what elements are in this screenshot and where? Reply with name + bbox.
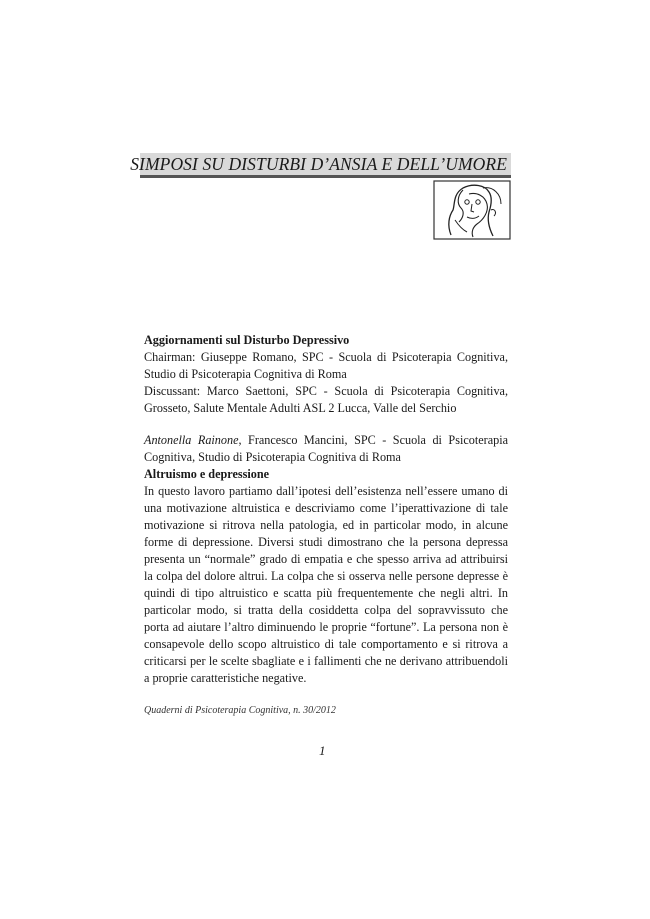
paper-title: Altruismo e depressione [144, 467, 270, 481]
presenting-author: Antonella Rainone [144, 433, 239, 447]
journal-reference: Quaderni di Psicoterapia Cognitiva, n. 30/2012 [144, 705, 336, 716]
paper-entry [144, 432, 508, 687]
face-profile-sketch-icon [433, 180, 511, 240]
discussant: Discussant: Marco Saettoni, SPC - Scuola di Psicoterapia Cognitiva, Grosseto, Salute Mentale Adulti ASL 2 Lucca, Valle del Serchio [144, 384, 508, 415]
co-authors-affiliation: , Francesco Mancini, SPC - Scuola di Psicoterapia Cognitiva, Studio di Psicoterapia Cognitiva di Roma [144, 433, 508, 464]
page-number: 1 [319, 743, 326, 758]
symposium-title: Aggiornamenti sul Disturbo Depressivo [144, 333, 350, 347]
chairman: Chairman: Giuseppe Romano, SPC - Scuola di Psicoterapia Cognitiva, Studio di Psicoterapia Cognitiva di Roma [144, 350, 508, 381]
paper-abstract: In questo lavoro partiamo dall’ipotesi dell’esistenza nell’essere umano di una motivazione altruistica e descriviamo come l’iperattivazione di tale motivazione si ritrova nella patologia, ed in particolar modo, in alcune forme di depressione. Diversi studi dimostrano che la persona depressa presenta un “normale” grado di empatia e che spesso arriva ad attribuirsi la colpa del dolore altrui. La colpa che si osserva nelle persone depresse è quindi di tipo altruistico e scatta più frequentemente che negli altri. In particolar modo, si tratta della cosiddetta colpa del sopravvissuto che porta ad aiutare l’altro diminuendo le proprie “fortune”. La persona non è consapevole dello scopo altruistico di tale comportamento e si ritrova a criticarsi per le scelte sbagliate e i fallimenti che ne derivano attribuendoli a proprie caratteristiche negative. [144, 484, 508, 685]
symposium-info [144, 332, 508, 417]
section-title: SIMPOSI SU DISTURBI D’ANSIA E DELL’UMORE [130, 154, 507, 174]
section-rule [140, 175, 511, 178]
section-banner [130, 153, 511, 175]
authors [144, 432, 508, 466]
